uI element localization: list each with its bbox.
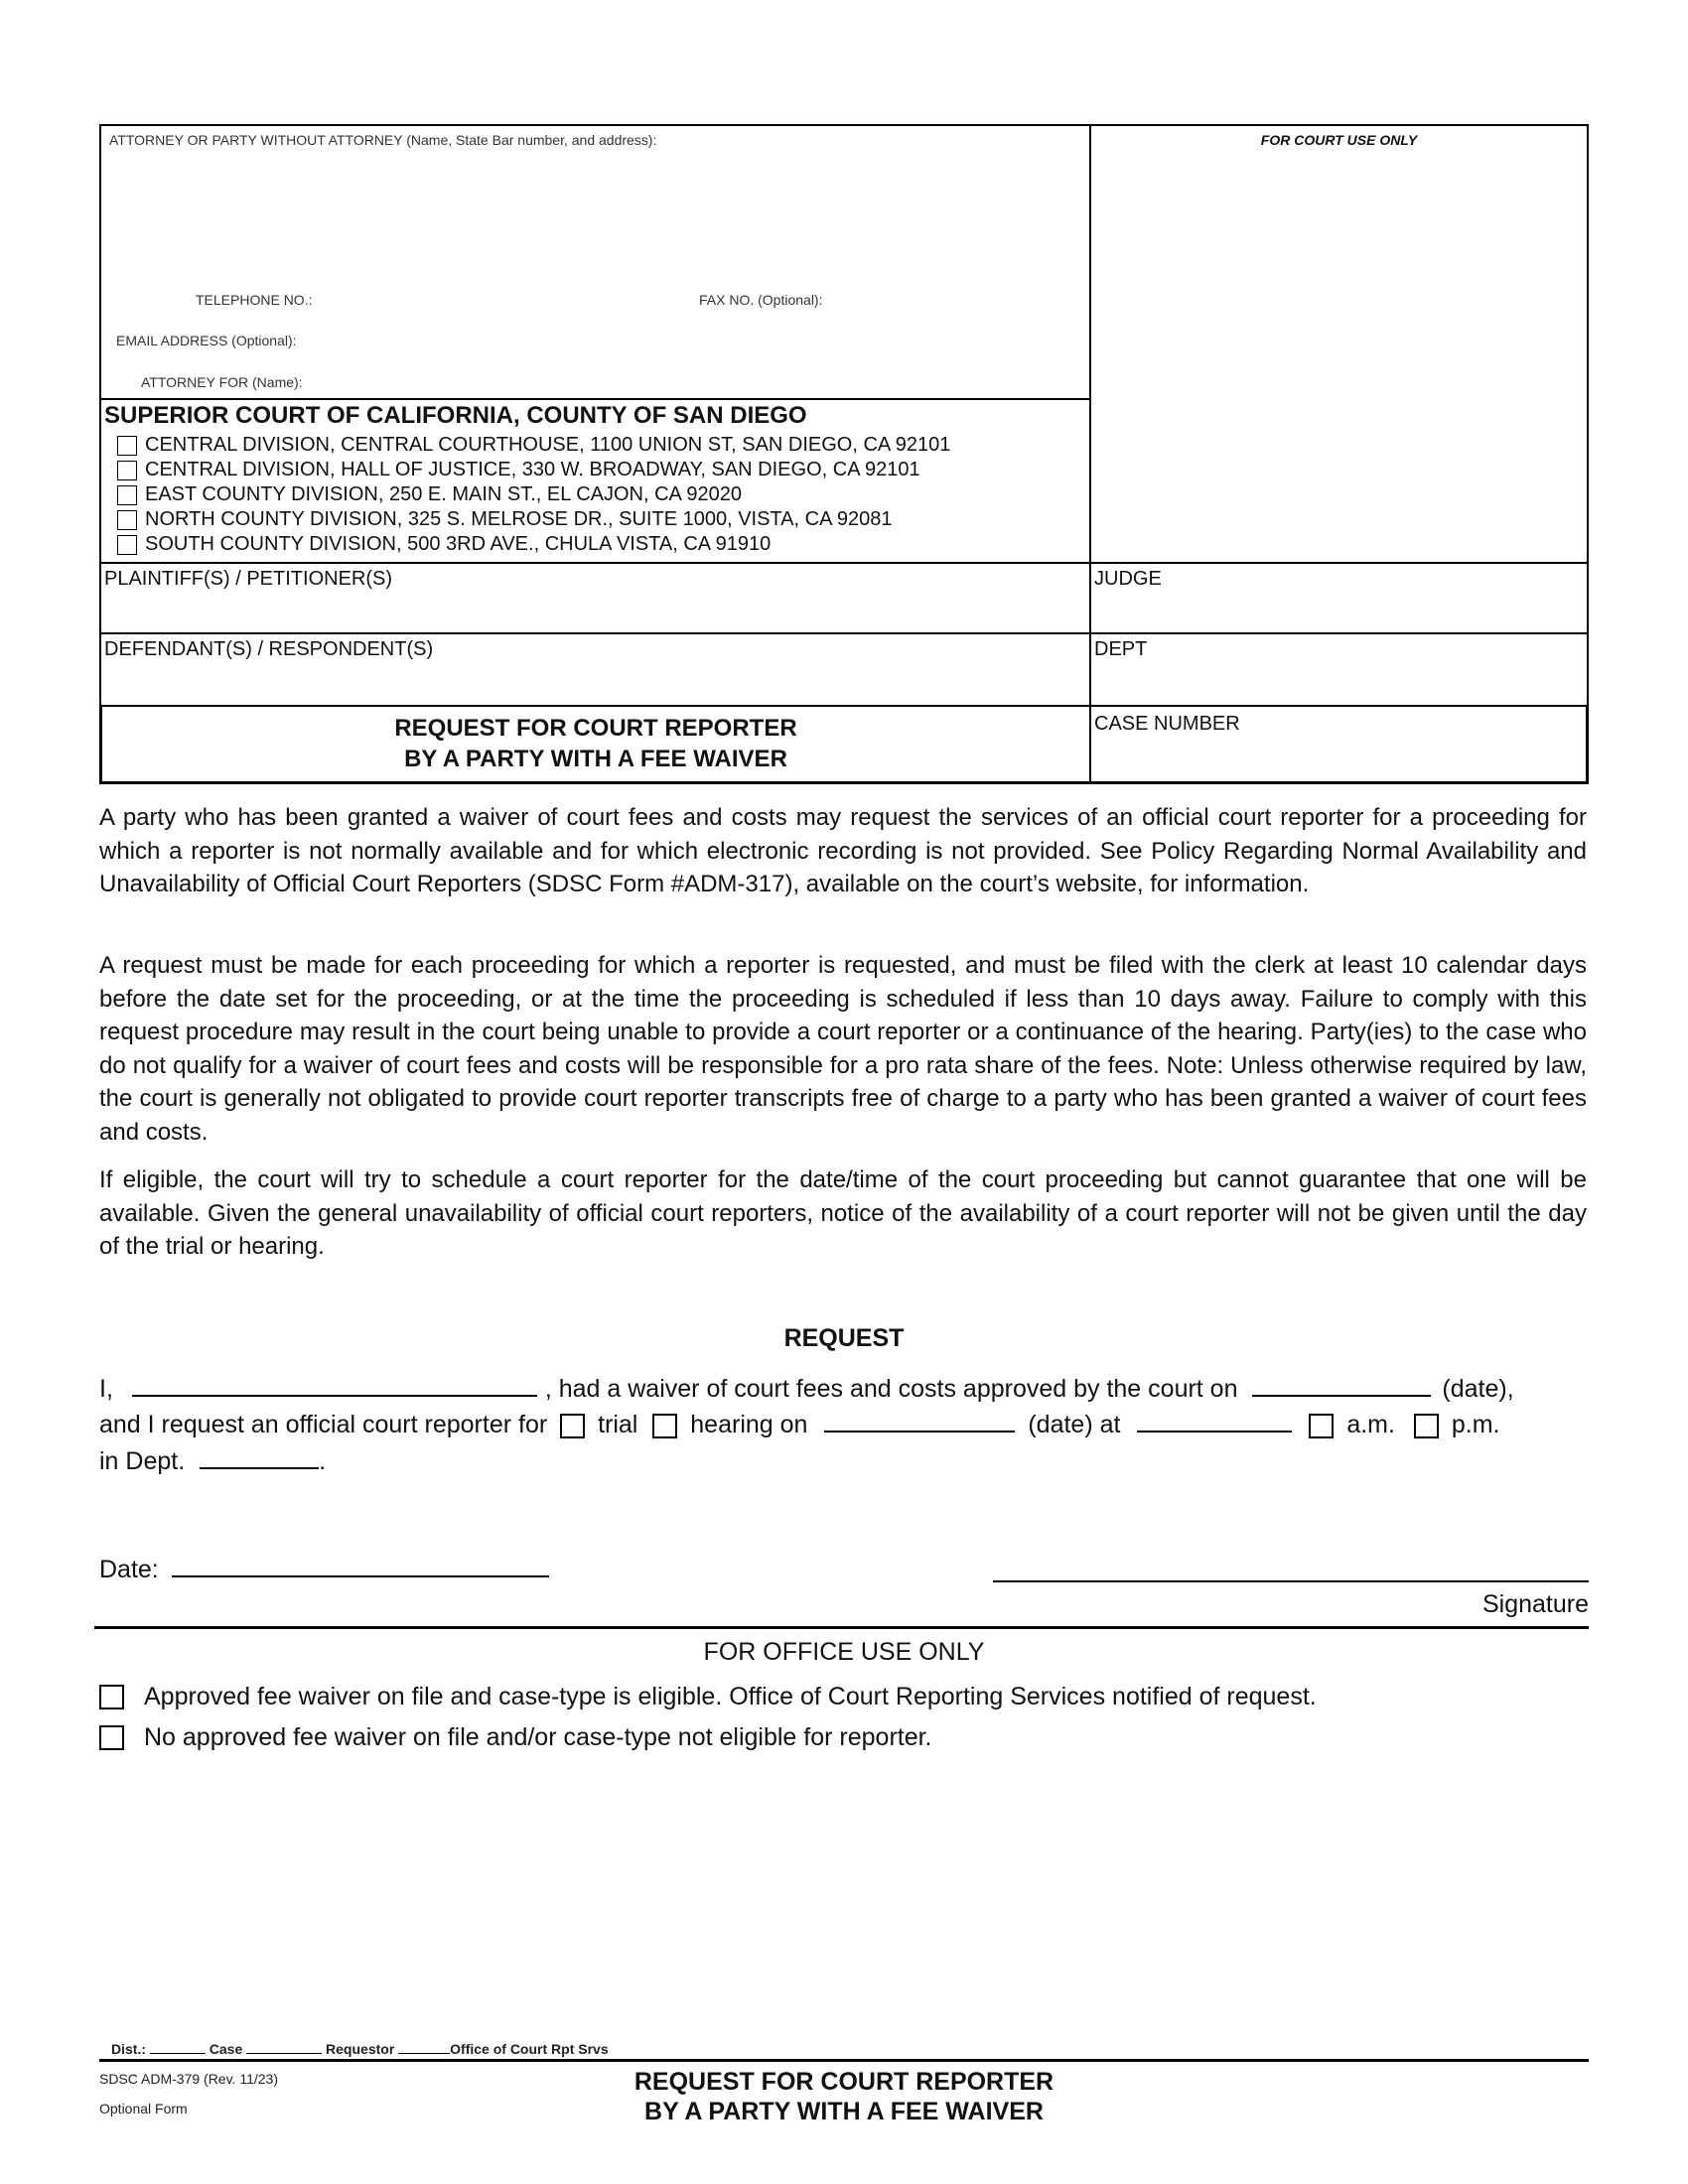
request-line1-date: (date), bbox=[1442, 1375, 1514, 1403]
trial-label: trial bbox=[598, 1411, 638, 1438]
case-number-label: CASE NUMBER bbox=[1094, 713, 1240, 735]
court-use-block bbox=[1089, 124, 1589, 564]
form-id: SDSC ADM-379 (Rev. 11/23) bbox=[99, 2071, 278, 2087]
division-label: EAST COUNTY DIVISION, 250 E. MAIN ST., EL CAJON, CA 92020 bbox=[145, 483, 742, 505]
request-line-3 bbox=[99, 1445, 326, 1476]
hearing-checkbox[interactable] bbox=[652, 1414, 677, 1438]
dept-label: DEPT bbox=[1094, 638, 1148, 660]
division-list bbox=[117, 433, 950, 557]
approval-date-input[interactable] bbox=[1252, 1373, 1431, 1397]
requestor-label: Requestor bbox=[326, 2041, 395, 2057]
checkbox[interactable] bbox=[117, 535, 137, 555]
eligibility-paragraph: If eligible, the court will try to schedule a court reporter for the date/time of the court proceeding but cannot guarantee that one will be available. Given the general unavailability of official court reporters, notice of the availability of a court reporter will not be given until the day of the trial or hearing. bbox=[99, 1166, 1587, 1260]
am-checkbox[interactable] bbox=[1309, 1414, 1334, 1438]
fax-label: FAX NO. (Optional): bbox=[699, 292, 823, 308]
court-block bbox=[99, 398, 1091, 564]
defendant-label: DEFENDANT(S) / RESPONDENT(S) bbox=[104, 638, 434, 660]
case-label: Case bbox=[209, 2041, 243, 2057]
plaintiff-label: PLAINTIFF(S) / PETITIONER(S) bbox=[104, 568, 393, 590]
date-label: Date: bbox=[99, 1556, 159, 1583]
attorney-block bbox=[99, 124, 1091, 400]
attorney-label: ATTORNEY OR PARTY WITHOUT ATTORNEY (Name, State Bar number, and address): bbox=[109, 132, 657, 148]
form-title-line1: REQUEST FOR COURT REPORTER bbox=[394, 715, 797, 742]
office-option-label: Approved fee waiver on file and case-type is eligible. Office of Court Reporting Services notified of request. bbox=[144, 1683, 1317, 1710]
footer-title-line2: BY A PARTY WITH A FEE WAIVER bbox=[644, 2098, 1044, 2125]
court-use-label: FOR COURT USE ONLY bbox=[1260, 132, 1418, 148]
checkbox[interactable] bbox=[117, 461, 137, 480]
office-option[interactable] bbox=[99, 1683, 1317, 1711]
attorney-for-label: ATTORNEY FOR (Name): bbox=[141, 374, 303, 390]
checkbox[interactable] bbox=[117, 485, 137, 505]
date-line bbox=[99, 1554, 549, 1584]
section-divider bbox=[94, 1626, 1589, 1629]
footer-rule bbox=[99, 2059, 1589, 2062]
division-option[interactable] bbox=[117, 433, 950, 458]
dept-field[interactable] bbox=[1089, 632, 1589, 707]
dept-prefix: in Dept. bbox=[99, 1447, 186, 1475]
division-label: CENTRAL DIVISION, CENTRAL COURTHOUSE, 1100 UNION ST, SAN DIEGO, CA 92101 bbox=[145, 434, 951, 456]
request-line2-start: and I request an official court reporter for bbox=[99, 1411, 548, 1438]
email-label: EMAIL ADDRESS (Optional): bbox=[116, 333, 297, 348]
footer-title-line1: REQUEST FOR COURT REPORTER bbox=[633, 2068, 1055, 2096]
division-option[interactable] bbox=[117, 507, 950, 532]
hearing-on-label: hearing on bbox=[690, 1411, 808, 1438]
request-line1-mid: , had a waiver of court fees and costs approved by the court on bbox=[544, 1375, 1238, 1403]
dept-period: . bbox=[319, 1447, 327, 1475]
division-option[interactable] bbox=[117, 458, 950, 482]
checkbox[interactable] bbox=[117, 510, 137, 530]
pm-checkbox[interactable] bbox=[1414, 1414, 1439, 1438]
division-label: NORTH COUNTY DIVISION, 325 S. MELROSE DR., SUITE 1000, VISTA, CA 92081 bbox=[145, 508, 893, 530]
telephone-label: TELEPHONE NO.: bbox=[196, 292, 313, 308]
name-input[interactable] bbox=[132, 1373, 537, 1397]
date-at-label: (date) at bbox=[1028, 1411, 1121, 1438]
intro-paragraph: A party who has been granted a waiver of court fees and costs may request the services of an official court reporter for a proceeding for which a reporter is not normally available and for which electronic recording is not provided. See Policy Regarding Normal Availability and Unavailability of Official Court Reporters (SDSC Form #ADM-317), available on the court’s website, for information. bbox=[99, 804, 1587, 897]
title-block bbox=[99, 705, 1091, 784]
request-heading: REQUEST bbox=[783, 1324, 905, 1352]
division-option[interactable] bbox=[117, 532, 950, 557]
dist-blank[interactable] bbox=[150, 2042, 206, 2054]
plaintiff-field[interactable] bbox=[99, 562, 1091, 634]
am-label: a.m. bbox=[1346, 1411, 1395, 1438]
checkbox[interactable] bbox=[117, 436, 137, 456]
request-line-1 bbox=[99, 1373, 1514, 1404]
form-title-line2: BY A PARTY WITH A FEE WAIVER bbox=[404, 746, 787, 772]
requestor-blank[interactable] bbox=[398, 2042, 450, 2054]
office-option-label: No approved fee waiver on file and/or case-type not eligible for reporter. bbox=[144, 1723, 932, 1751]
date-input[interactable] bbox=[172, 1554, 549, 1577]
trial-checkbox[interactable] bbox=[560, 1414, 585, 1438]
division-label: CENTRAL DIVISION, HALL OF JUSTICE, 330 W. BROADWAY, SAN DIEGO, CA 92101 bbox=[145, 459, 920, 480]
dept-input[interactable] bbox=[200, 1445, 319, 1469]
case-blank[interactable] bbox=[246, 2042, 322, 2054]
judge-label: JUDGE bbox=[1094, 568, 1162, 590]
office-rpt-label: Office of Court Rpt Srvs bbox=[450, 2041, 609, 2057]
hearing-date-input[interactable] bbox=[824, 1409, 1015, 1433]
hearing-time-input[interactable] bbox=[1137, 1409, 1292, 1433]
signature-label: Signature bbox=[1481, 1590, 1589, 1618]
office-option[interactable] bbox=[99, 1723, 932, 1752]
court-name: SUPERIOR COURT OF CALIFORNIA, COUNTY OF SAN DIEGO bbox=[104, 402, 807, 429]
request-i: I, bbox=[99, 1375, 113, 1403]
dist-label: Dist.: bbox=[111, 2041, 146, 2057]
division-option[interactable] bbox=[117, 482, 950, 507]
defendant-field[interactable] bbox=[99, 632, 1091, 707]
optional-form: Optional Form bbox=[99, 2101, 188, 2116]
division-label: SOUTH COUNTY DIVISION, 500 3RD AVE., CHULA VISTA, CA 91910 bbox=[145, 533, 772, 555]
office-heading: FOR OFFICE USE ONLY bbox=[703, 1638, 985, 1666]
signature-line[interactable] bbox=[993, 1580, 1589, 1582]
case-number-field[interactable] bbox=[1089, 705, 1589, 784]
request-line-2 bbox=[99, 1409, 1499, 1439]
pm-label: p.m. bbox=[1451, 1411, 1500, 1438]
checkbox[interactable] bbox=[99, 1685, 124, 1709]
distribution-line bbox=[111, 2041, 609, 2057]
judge-field[interactable] bbox=[1089, 562, 1589, 634]
procedure-paragraph: A request must be made for each proceeding for which a reporter is requested, and must be filed with the clerk at least 10 calendar days before the date set for the proceeding, or at the time the proceeding is scheduled if less than 10 days away. Failure to comply with this request procedure may result in the court being unable to provide a court reporter or a continuance of the hearing. Party(ies) to the case who do not qualify for a waiver of court fees and costs will be responsible for a pro rata share of the fees. Note: Unless otherwise required by law, the court is generally not obligated to provide court reporter transcripts free of charge to a party who has been granted a waiver of court fees and costs. bbox=[99, 952, 1587, 1146]
checkbox[interactable] bbox=[99, 1725, 124, 1750]
